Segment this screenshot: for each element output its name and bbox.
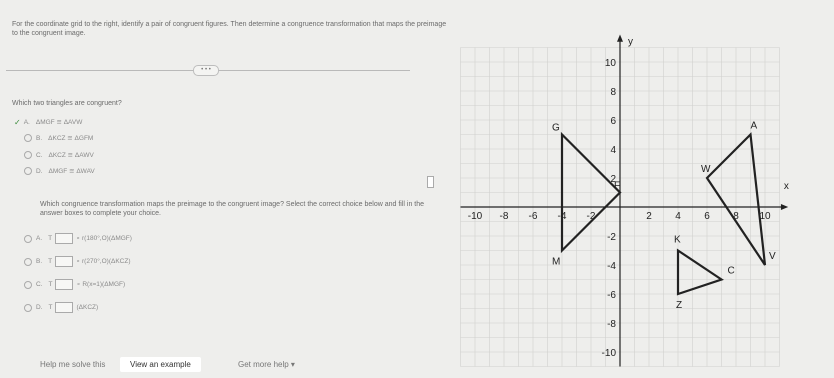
option-letter: A. <box>36 235 43 243</box>
scrollbar-handle[interactable] <box>427 173 434 191</box>
option-text: ΔMGF ≅ ΔAVW <box>35 119 83 127</box>
option-letter: C. <box>36 152 43 159</box>
point-label: C <box>727 265 735 277</box>
x-tick-label: 10 <box>759 211 771 222</box>
point-label: V <box>769 251 776 262</box>
point-label: A <box>750 120 758 132</box>
point-label: W <box>701 164 711 175</box>
y-tick-label: -8 <box>607 319 616 330</box>
x-tick-label: -10 <box>467 211 483 222</box>
option-text: ΔMGF ≅ ΔWAV <box>48 168 95 175</box>
option-2a[interactable] <box>24 233 132 244</box>
x-tick-label: 8 <box>733 211 739 222</box>
x-tick-label: -6 <box>528 211 538 222</box>
option-letter: D. <box>36 304 43 312</box>
option-text: ΔKCZ ≅ ΔAWV <box>48 152 94 159</box>
view-example-button[interactable]: View an example <box>120 357 201 372</box>
answer-box[interactable] <box>55 279 73 290</box>
y-axis-arrow <box>617 34 623 41</box>
transform-symbol: T <box>48 281 53 289</box>
radio-icon[interactable] <box>24 151 32 159</box>
transform-symbol: T <box>48 304 53 312</box>
y-tick-label: -6 <box>607 290 616 301</box>
y-axis-label: y <box>628 36 633 48</box>
help-me-solve-link[interactable]: Help me solve this <box>40 360 106 369</box>
option-2b[interactable] <box>24 256 131 267</box>
radio-icon[interactable] <box>24 167 32 175</box>
coordinate-grid <box>455 12 789 359</box>
option-letter: C. <box>36 281 43 289</box>
option-letter: A. <box>23 119 30 127</box>
transform-symbol: T <box>48 258 53 266</box>
y-tick-label: 4 <box>610 145 616 156</box>
point-label: Z <box>676 300 683 311</box>
instructions: For the coordinate grid to the right, identify a pair of congruent figures. Then determine a congruence transformation that maps the preimage to the congruent image. <box>12 21 447 37</box>
x-axis-label: x <box>783 181 789 192</box>
x-axis-arrow <box>781 204 788 210</box>
transform-text: ∘ r(180°,O)(ΔMGF) <box>76 235 132 243</box>
checkmark-icon: ✓ <box>14 118 21 127</box>
option-1a[interactable] <box>14 118 82 127</box>
y-tick-label: -10 <box>601 348 616 359</box>
option-2d[interactable] <box>24 302 98 313</box>
y-tick-label: 10 <box>604 58 616 69</box>
point-label: M <box>552 256 561 268</box>
x-tick-label: 4 <box>675 211 681 222</box>
radio-icon[interactable] <box>24 235 32 243</box>
radio-icon[interactable] <box>24 304 32 312</box>
transform-text: ∘ R(x=1)(ΔMGF) <box>76 281 126 289</box>
point-label: G <box>552 122 560 134</box>
transform-text: ∘ r(270°,O)(ΔKCZ) <box>76 258 131 266</box>
y-tick-label: 2 <box>610 174 616 185</box>
x-tick-label: 2 <box>646 211 652 222</box>
y-tick-label: -4 <box>607 261 616 272</box>
question-2: Which congruence transformation maps the preimage to the congruent image? Select the correct choice below and fill in the answer boxes to complete your choice. <box>40 201 425 217</box>
x-tick-label: -4 <box>557 211 567 222</box>
radio-icon[interactable] <box>24 258 32 266</box>
answer-box[interactable] <box>55 302 73 313</box>
triangle <box>678 251 722 295</box>
option-1d[interactable] <box>24 167 95 175</box>
option-1b[interactable] <box>24 134 93 142</box>
point-label: F <box>614 180 621 192</box>
x-tick-label: -2 <box>586 211 596 222</box>
y-tick-label: 8 <box>610 87 616 98</box>
option-letter: B. <box>36 135 43 142</box>
option-2c[interactable] <box>24 279 125 290</box>
y-tick-label: -2 <box>607 232 616 243</box>
transform-text: (ΔKCZ) <box>76 304 99 312</box>
x-tick-label: 6 <box>704 211 710 222</box>
option-1c[interactable] <box>24 151 94 159</box>
radio-icon[interactable] <box>24 134 32 142</box>
transform-symbol: T <box>48 235 53 243</box>
option-text: ΔKCZ ≅ ΔGFM <box>48 135 94 142</box>
point-label: K <box>674 234 681 246</box>
option-letter: B. <box>36 258 43 266</box>
y-tick-label: 6 <box>610 116 616 127</box>
question-1: Which two triangles are congruent? <box>12 100 122 107</box>
answer-box[interactable] <box>55 233 73 244</box>
x-tick-label: -8 <box>499 211 509 222</box>
more-options-button[interactable]: • • • <box>193 65 219 76</box>
radio-icon[interactable] <box>24 281 32 289</box>
option-letter: D. <box>36 168 43 175</box>
get-more-help-link[interactable]: Get more help ▾ <box>238 360 295 369</box>
answer-box[interactable] <box>55 256 73 267</box>
